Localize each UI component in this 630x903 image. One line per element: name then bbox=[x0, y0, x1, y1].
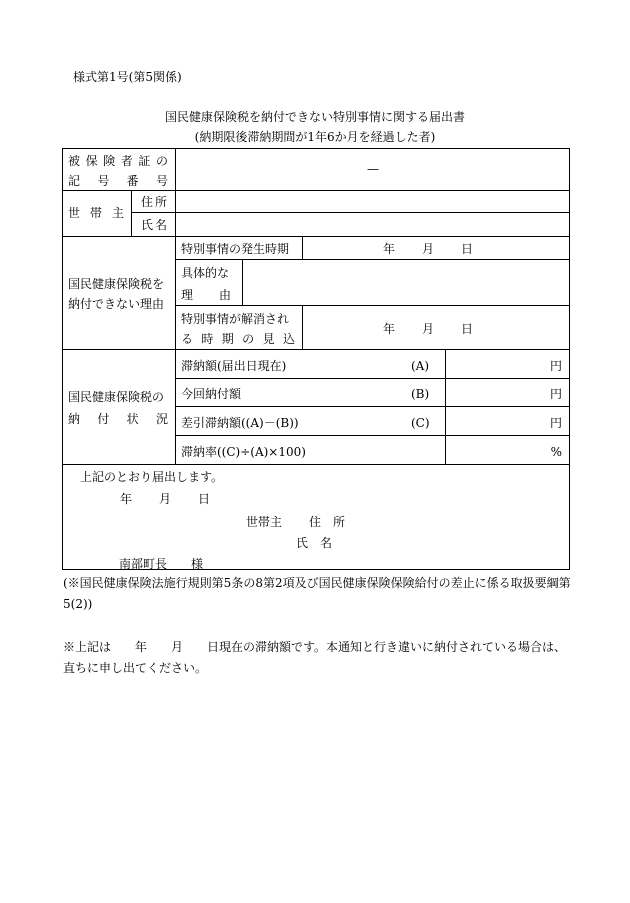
delinquency-rate-label: 滞納率((C)÷(A)×100) bbox=[181, 445, 306, 459]
label-char: 号 bbox=[155, 174, 168, 188]
declaration-month-label: 月 bbox=[159, 492, 172, 506]
declaration-name-label: 氏 名 bbox=[296, 536, 333, 550]
label-char: 状 bbox=[126, 412, 139, 426]
delinquent-amount-unit[interactable]: 円 bbox=[549, 359, 562, 373]
form-title: 国民健康保険税を納付できない特別事情に関する届出書 bbox=[164, 110, 465, 124]
resolution-month-label: 月 bbox=[422, 322, 435, 336]
form-number: 様式第1号(第5関係) bbox=[73, 70, 182, 84]
occurrence-day-label: 日 bbox=[461, 242, 474, 256]
remaining-amount-code: (C) bbox=[411, 416, 430, 430]
label-char: 記 bbox=[68, 174, 81, 188]
label-char: 者 bbox=[120, 154, 133, 168]
declaration-statement: 上記のとおり届出します。 bbox=[80, 470, 224, 484]
resolution-label-line2 bbox=[181, 332, 295, 346]
label-char: 被 bbox=[68, 154, 81, 168]
household-name-label bbox=[141, 218, 167, 232]
current-payment-label: 今回納付額 bbox=[181, 387, 242, 401]
label-char: 世 bbox=[68, 206, 81, 220]
footnote: (※国民健康保険法施行規則第5条の8第2項及び国民健康保険保険給付の差止に係る取扱要綱第5(2)) bbox=[63, 576, 571, 611]
declaration-head-label: 世帯主 bbox=[246, 515, 283, 529]
label-char: 帯 bbox=[89, 206, 102, 220]
current-payment-unit[interactable]: 円 bbox=[549, 387, 562, 401]
resolution-day-label: 日 bbox=[461, 322, 474, 336]
label-char: 号 bbox=[97, 174, 110, 188]
label-char: 見 bbox=[262, 332, 275, 346]
form-subtitle: (納期限後滞納期間が1年6か月を経過した者) bbox=[194, 130, 436, 144]
occurrence-month-label: 月 bbox=[422, 242, 435, 256]
delinquent-amount-label: 滞納額(届出日現在) bbox=[181, 359, 287, 373]
specific-reason-label-line1: 具体的な bbox=[181, 266, 230, 280]
label-char: 込 bbox=[282, 332, 295, 346]
reason-section-label-line1: 国民健康保険税を bbox=[68, 277, 165, 291]
payment-section-label-line2 bbox=[68, 412, 168, 426]
label-char: 理 bbox=[181, 288, 194, 302]
insured-id-label-line1 bbox=[68, 154, 168, 168]
resolution-label-line1: 特別事情が解消され bbox=[181, 312, 290, 326]
specific-reason-field[interactable] bbox=[243, 260, 570, 305]
label-char: 期 bbox=[221, 332, 234, 346]
delinquency-rate-unit[interactable]: % bbox=[550, 445, 562, 459]
label-char: 証 bbox=[138, 154, 151, 168]
remaining-amount-label: 差引滞納額((A)－(B)) bbox=[181, 416, 299, 430]
household-address-label bbox=[141, 195, 167, 209]
label-char: 所 bbox=[154, 195, 167, 209]
insured-id-label-line2 bbox=[68, 174, 168, 188]
label-char: 主 bbox=[111, 206, 124, 220]
label-char: 氏 bbox=[141, 218, 154, 232]
declaration-addressee: 南部町長 様 bbox=[119, 557, 204, 571]
label-char: 険 bbox=[103, 154, 116, 168]
household-name-field[interactable] bbox=[176, 213, 570, 236]
household-address-field[interactable] bbox=[176, 191, 570, 212]
insured-id-value[interactable]: — bbox=[367, 162, 379, 176]
resolution-year-label: 年 bbox=[383, 322, 396, 336]
reason-section-label-line2: 納付できない理由 bbox=[68, 297, 165, 311]
label-char: 納 bbox=[68, 412, 81, 426]
label-char: の bbox=[242, 332, 255, 346]
label-char: の bbox=[155, 154, 168, 168]
occurrence-period-label: 特別事情の発生時期 bbox=[181, 242, 290, 256]
label-char: 時 bbox=[201, 332, 214, 346]
label-char: 付 bbox=[97, 412, 110, 426]
label-char: 由 bbox=[218, 288, 231, 302]
occurrence-year-label: 年 bbox=[383, 242, 396, 256]
declaration-year-label: 年 bbox=[120, 492, 133, 506]
remaining-amount-unit[interactable]: 円 bbox=[549, 416, 562, 430]
notice: ※上記は 年 月 日現在の滞納額です。本通知と行き違いに納付されている場合は、直ちに申し出てください。 bbox=[63, 640, 567, 675]
payment-section-label-line1: 国民健康保険税の bbox=[68, 390, 165, 404]
label-char: 況 bbox=[155, 412, 168, 426]
declaration-address-label: 住 所 bbox=[309, 515, 346, 529]
label-char: 保 bbox=[85, 154, 98, 168]
current-payment-code: (B) bbox=[411, 387, 430, 401]
label-char: る bbox=[181, 332, 194, 346]
label-char: 名 bbox=[154, 218, 167, 232]
specific-reason-label-line2 bbox=[181, 288, 231, 302]
label-char: 住 bbox=[141, 195, 154, 209]
delinquent-amount-code: (A) bbox=[411, 359, 430, 373]
notification-form-table bbox=[62, 148, 570, 570]
household-head-label bbox=[68, 206, 124, 220]
label-char: 番 bbox=[126, 174, 139, 188]
declaration-day-label: 日 bbox=[198, 492, 211, 506]
